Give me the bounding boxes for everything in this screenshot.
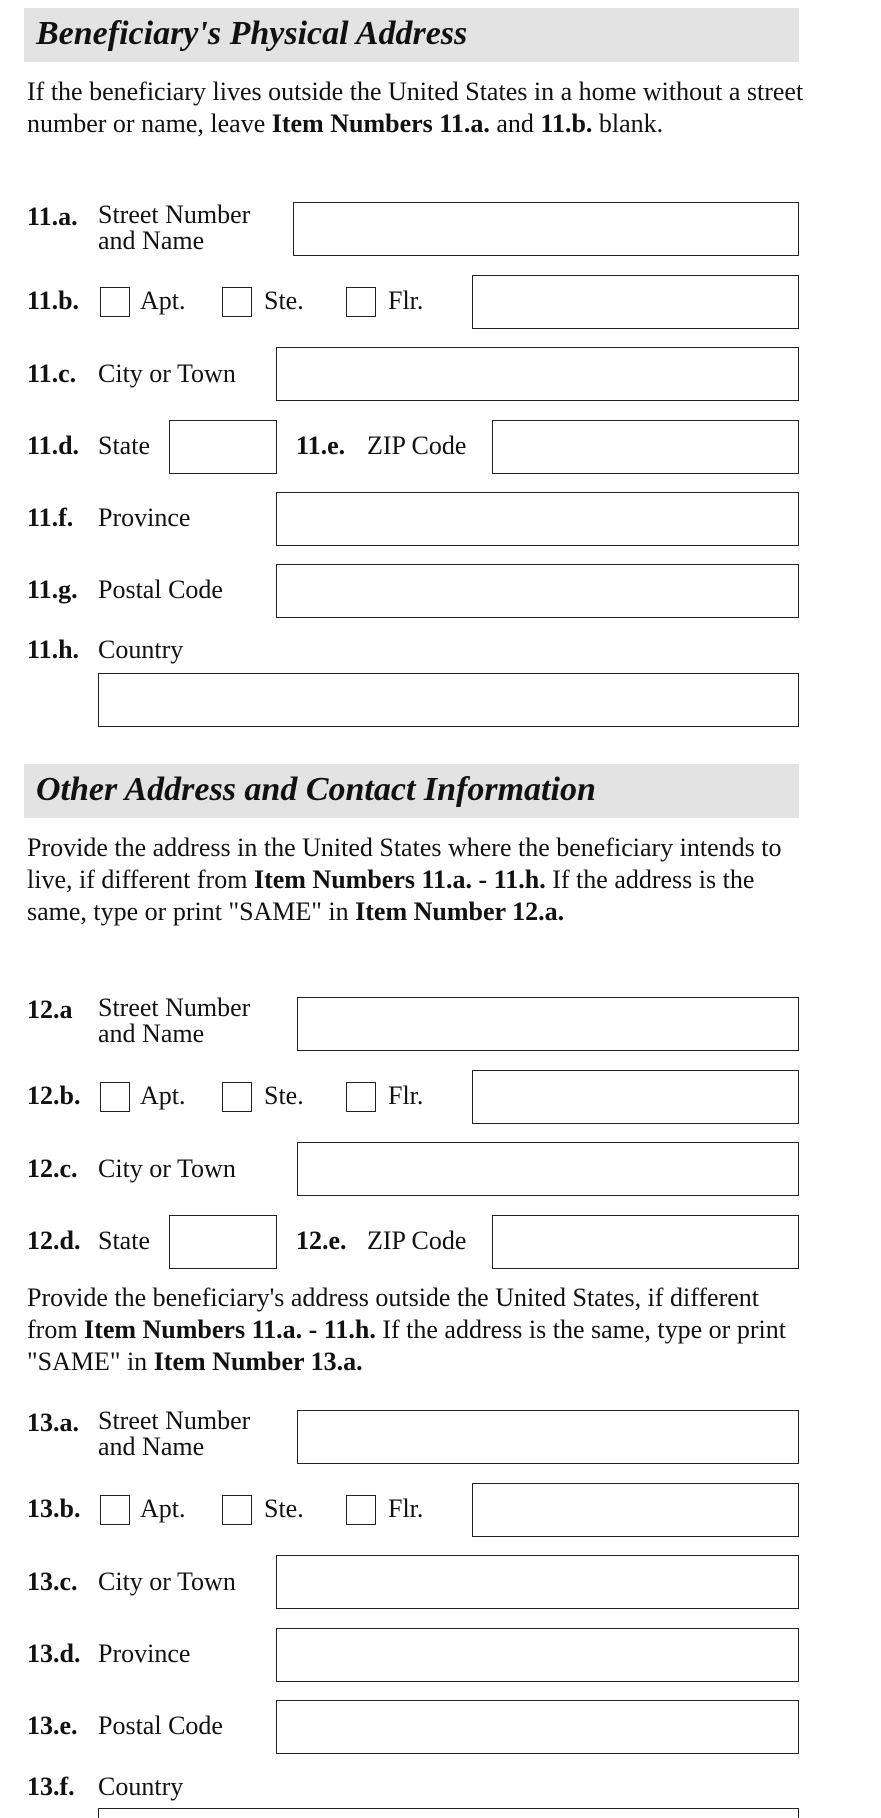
unit-number-input-12b[interactable] xyxy=(472,1070,799,1124)
flr-checkbox-12b[interactable] xyxy=(346,1082,376,1112)
section-title: Other Address and Contact Information xyxy=(36,771,596,808)
postal-code-input-11g[interactable] xyxy=(276,564,799,618)
instructions-11: If the beneficiary lives outside the United States in a home without a street number or name, leave Item Numbers 11.a. and 11.b. blank. xyxy=(27,77,804,138)
instructions-13: Provide the beneficiary's address outside the United States, if different from Item Numbers 11.a. - 11.h. If the address is the same, type or print "SAME" in Item Number 13.a. xyxy=(27,1283,786,1376)
item-number-13e: 13.e. xyxy=(27,1711,78,1740)
zip-input-12e[interactable] xyxy=(492,1215,799,1269)
country-input-13f[interactable] xyxy=(98,1808,799,1818)
street-name-input-13a[interactable] xyxy=(297,1410,799,1464)
label-zip-11e: ZIP Code xyxy=(367,431,467,460)
ste-checkbox-13b[interactable] xyxy=(222,1495,252,1525)
ste-label: Ste. xyxy=(264,286,304,315)
unit-number-input-13b[interactable] xyxy=(472,1483,799,1537)
label-country-13f: Country xyxy=(98,1772,184,1801)
item-number-11h: 11.h. xyxy=(27,635,80,664)
street-name-input-11a[interactable] xyxy=(293,202,799,256)
item-number-11a: 11.a. xyxy=(27,202,78,231)
item-number-13c: 13.c. xyxy=(27,1567,78,1596)
item-number-13d: 13.d. xyxy=(27,1639,81,1668)
flr-checkbox-11b[interactable] xyxy=(346,287,376,317)
item-number-12d: 12.d. xyxy=(27,1226,81,1255)
item-number-12e: 12.e. xyxy=(296,1226,347,1255)
instructions-12: Provide the address in the United States where the beneficiary intends to live, if different from Item Numbers 11.a. - 11.h. If the address is the same, type or print "SAME" in Item Number 12.a. xyxy=(27,833,782,926)
apt-checkbox-13b[interactable] xyxy=(100,1495,130,1525)
ste-checkbox-12b[interactable] xyxy=(222,1082,252,1112)
item-number-13a: 13.a. xyxy=(27,1408,79,1437)
item-number-13f: 13.f. xyxy=(27,1772,75,1801)
ste-checkbox-11b[interactable] xyxy=(222,287,252,317)
label-city-11c: City or Town xyxy=(98,359,236,388)
apt-checkbox-12b[interactable] xyxy=(100,1082,130,1112)
item-number-12c: 12.c. xyxy=(27,1154,78,1183)
unit-number-input-11b[interactable] xyxy=(472,275,799,329)
label-state-12d: State xyxy=(98,1226,150,1255)
flr-label: Flr. xyxy=(388,286,424,315)
city-input-13c[interactable] xyxy=(276,1555,799,1609)
province-input-11f[interactable] xyxy=(276,492,799,546)
label-street-number-12a: Street Number and Name xyxy=(98,993,251,1048)
label-street-number-11a: Street Number and Name xyxy=(98,200,251,255)
item-number-12b: 12.b. xyxy=(27,1081,81,1110)
flr-label: Flr. xyxy=(388,1494,424,1523)
label-postal-13e: Postal Code xyxy=(98,1711,223,1740)
state-input-12d[interactable] xyxy=(169,1215,277,1269)
item-number-11b: 11.b. xyxy=(27,286,80,315)
apt-label: Apt. xyxy=(140,1081,186,1110)
zip-input-11e[interactable] xyxy=(492,420,799,474)
section-header-physical-address xyxy=(24,8,799,62)
item-number-11c: 11.c. xyxy=(27,359,77,388)
apt-label: Apt. xyxy=(140,286,186,315)
label-street-number-13a: Street Number and Name xyxy=(98,1406,251,1461)
apt-checkbox-11b[interactable] xyxy=(100,287,130,317)
ste-label: Ste. xyxy=(264,1081,304,1110)
item-number-11d: 11.d. xyxy=(27,431,80,460)
label-province-13d: Province xyxy=(98,1639,191,1668)
label-city-12c: City or Town xyxy=(98,1154,236,1183)
flr-label: Flr. xyxy=(388,1081,424,1110)
label-zip-12e: ZIP Code xyxy=(367,1226,467,1255)
label-city-13c: City or Town xyxy=(98,1567,236,1596)
item-number-11e: 11.e. xyxy=(296,431,346,460)
item-number-12a: 12.a xyxy=(27,995,73,1024)
label-state-11d: State xyxy=(98,431,150,460)
country-input-11h[interactable] xyxy=(98,673,799,727)
item-number-13b: 13.b. xyxy=(27,1494,81,1523)
item-number-11f: 11.f. xyxy=(27,503,74,532)
label-province-11f: Province xyxy=(98,503,191,532)
city-input-11c[interactable] xyxy=(276,347,799,401)
province-input-13d[interactable] xyxy=(276,1628,799,1682)
flr-checkbox-13b[interactable] xyxy=(346,1495,376,1525)
item-number-11g: 11.g. xyxy=(27,575,78,604)
postal-code-input-13e[interactable] xyxy=(276,1700,799,1754)
ste-label: Ste. xyxy=(264,1494,304,1523)
apt-label: Apt. xyxy=(140,1494,186,1523)
label-postal-11g: Postal Code xyxy=(98,575,223,604)
label-country-11h: Country xyxy=(98,635,184,664)
city-input-12c[interactable] xyxy=(297,1142,799,1196)
street-name-input-12a[interactable] xyxy=(297,997,799,1051)
state-input-11d[interactable] xyxy=(169,420,277,474)
section-title: Beneficiary's Physical Address xyxy=(36,15,468,52)
section-header-other-address xyxy=(24,764,799,818)
